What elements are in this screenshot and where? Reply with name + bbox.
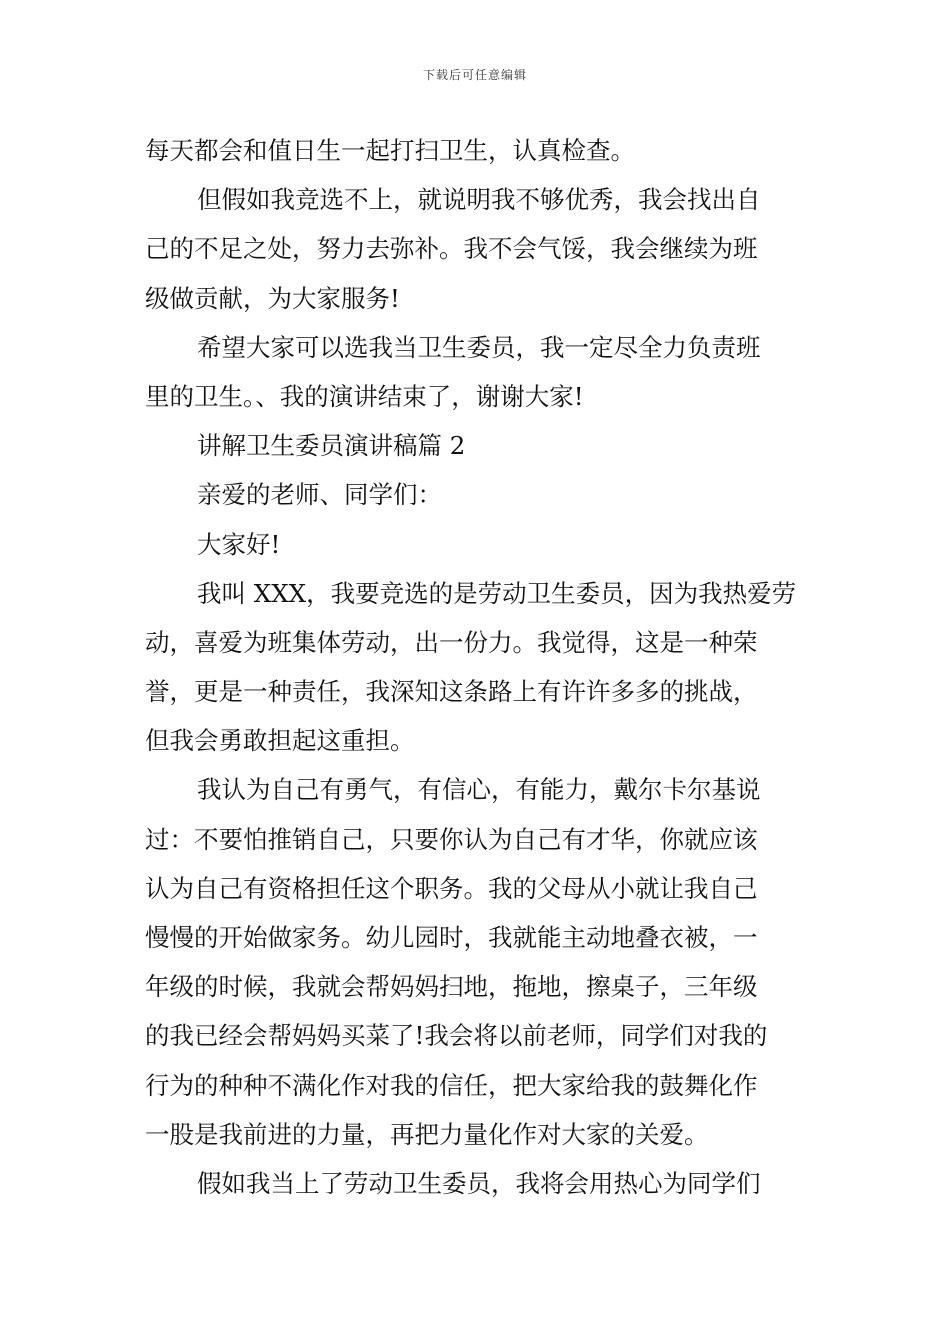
text-line: 过：不要怕推销自己，只要你认为自己有才华，你就应该 — [145, 824, 758, 854]
document-body — [145, 126, 810, 1208]
section-heading: 讲解卫生委员演讲稿篇 2 — [197, 431, 466, 461]
text-line: 但假如我竞选不上，就说明我不够优秀，我会找出自 — [197, 185, 761, 215]
text-line: 里的卫生。、我的演讲结束了，谢谢大家! — [145, 381, 584, 411]
text-line: 希望大家可以选我当卫生委员，我一定尽全力负责班 — [197, 332, 761, 362]
header-note: 下载后可任意编辑 — [422, 68, 527, 82]
text-line: 级做贡献，为大家服务! — [145, 283, 400, 313]
text-line: 誉，更是一种责任，我深知这条路上有许许多多的挑战， — [145, 677, 758, 707]
text-line: 我认为自己有勇气，有信心，有能力，戴尔卡尔基说 — [197, 775, 761, 805]
greeting: 大家好! — [197, 529, 281, 559]
text-line: 动，喜爱为班集体劳动，出一份力。我觉得，这是一种荣 — [145, 627, 758, 657]
text-line: 行为的种种不满化作对我的信任，把大家给我的鼓舞化作 — [145, 1070, 758, 1100]
salutation: 亲爱的老师、同学们： — [197, 480, 442, 510]
text-line: 慢慢的开始做家务。幼儿园时，我就能主动地叠衣被，一 — [145, 923, 758, 952]
text-line: 每天都会和值日生一起打扫卫生，认真检查。 — [145, 136, 635, 165]
text-line: 年级的时候，我就会帮妈妈扫地，拖地，擦桌子，三年级 — [145, 972, 758, 1002]
text-line: 我叫 XXX，我要竞选的是劳动卫生委员，因为我热爱劳 — [197, 578, 797, 608]
text-line: 认为自己有资格担任这个职务。我的父母从小就让我自己 — [145, 873, 758, 903]
text-line: 但我会勇敢担起这重担。 — [145, 726, 415, 756]
text-line: 假如我当上了劳动卫生委员，我将会用热心为同学们 — [197, 1168, 761, 1198]
text-line: 的我已经会帮妈妈买菜了!我会将以前老师，同学们对我的 — [145, 1021, 768, 1051]
text-line: 己的不足之处，努力去弥补。我不会气馁，我会继续为班 — [145, 234, 758, 264]
text-line: 一股是我前进的力量，再把力量化作对大家的关爱。 — [145, 1119, 709, 1149]
